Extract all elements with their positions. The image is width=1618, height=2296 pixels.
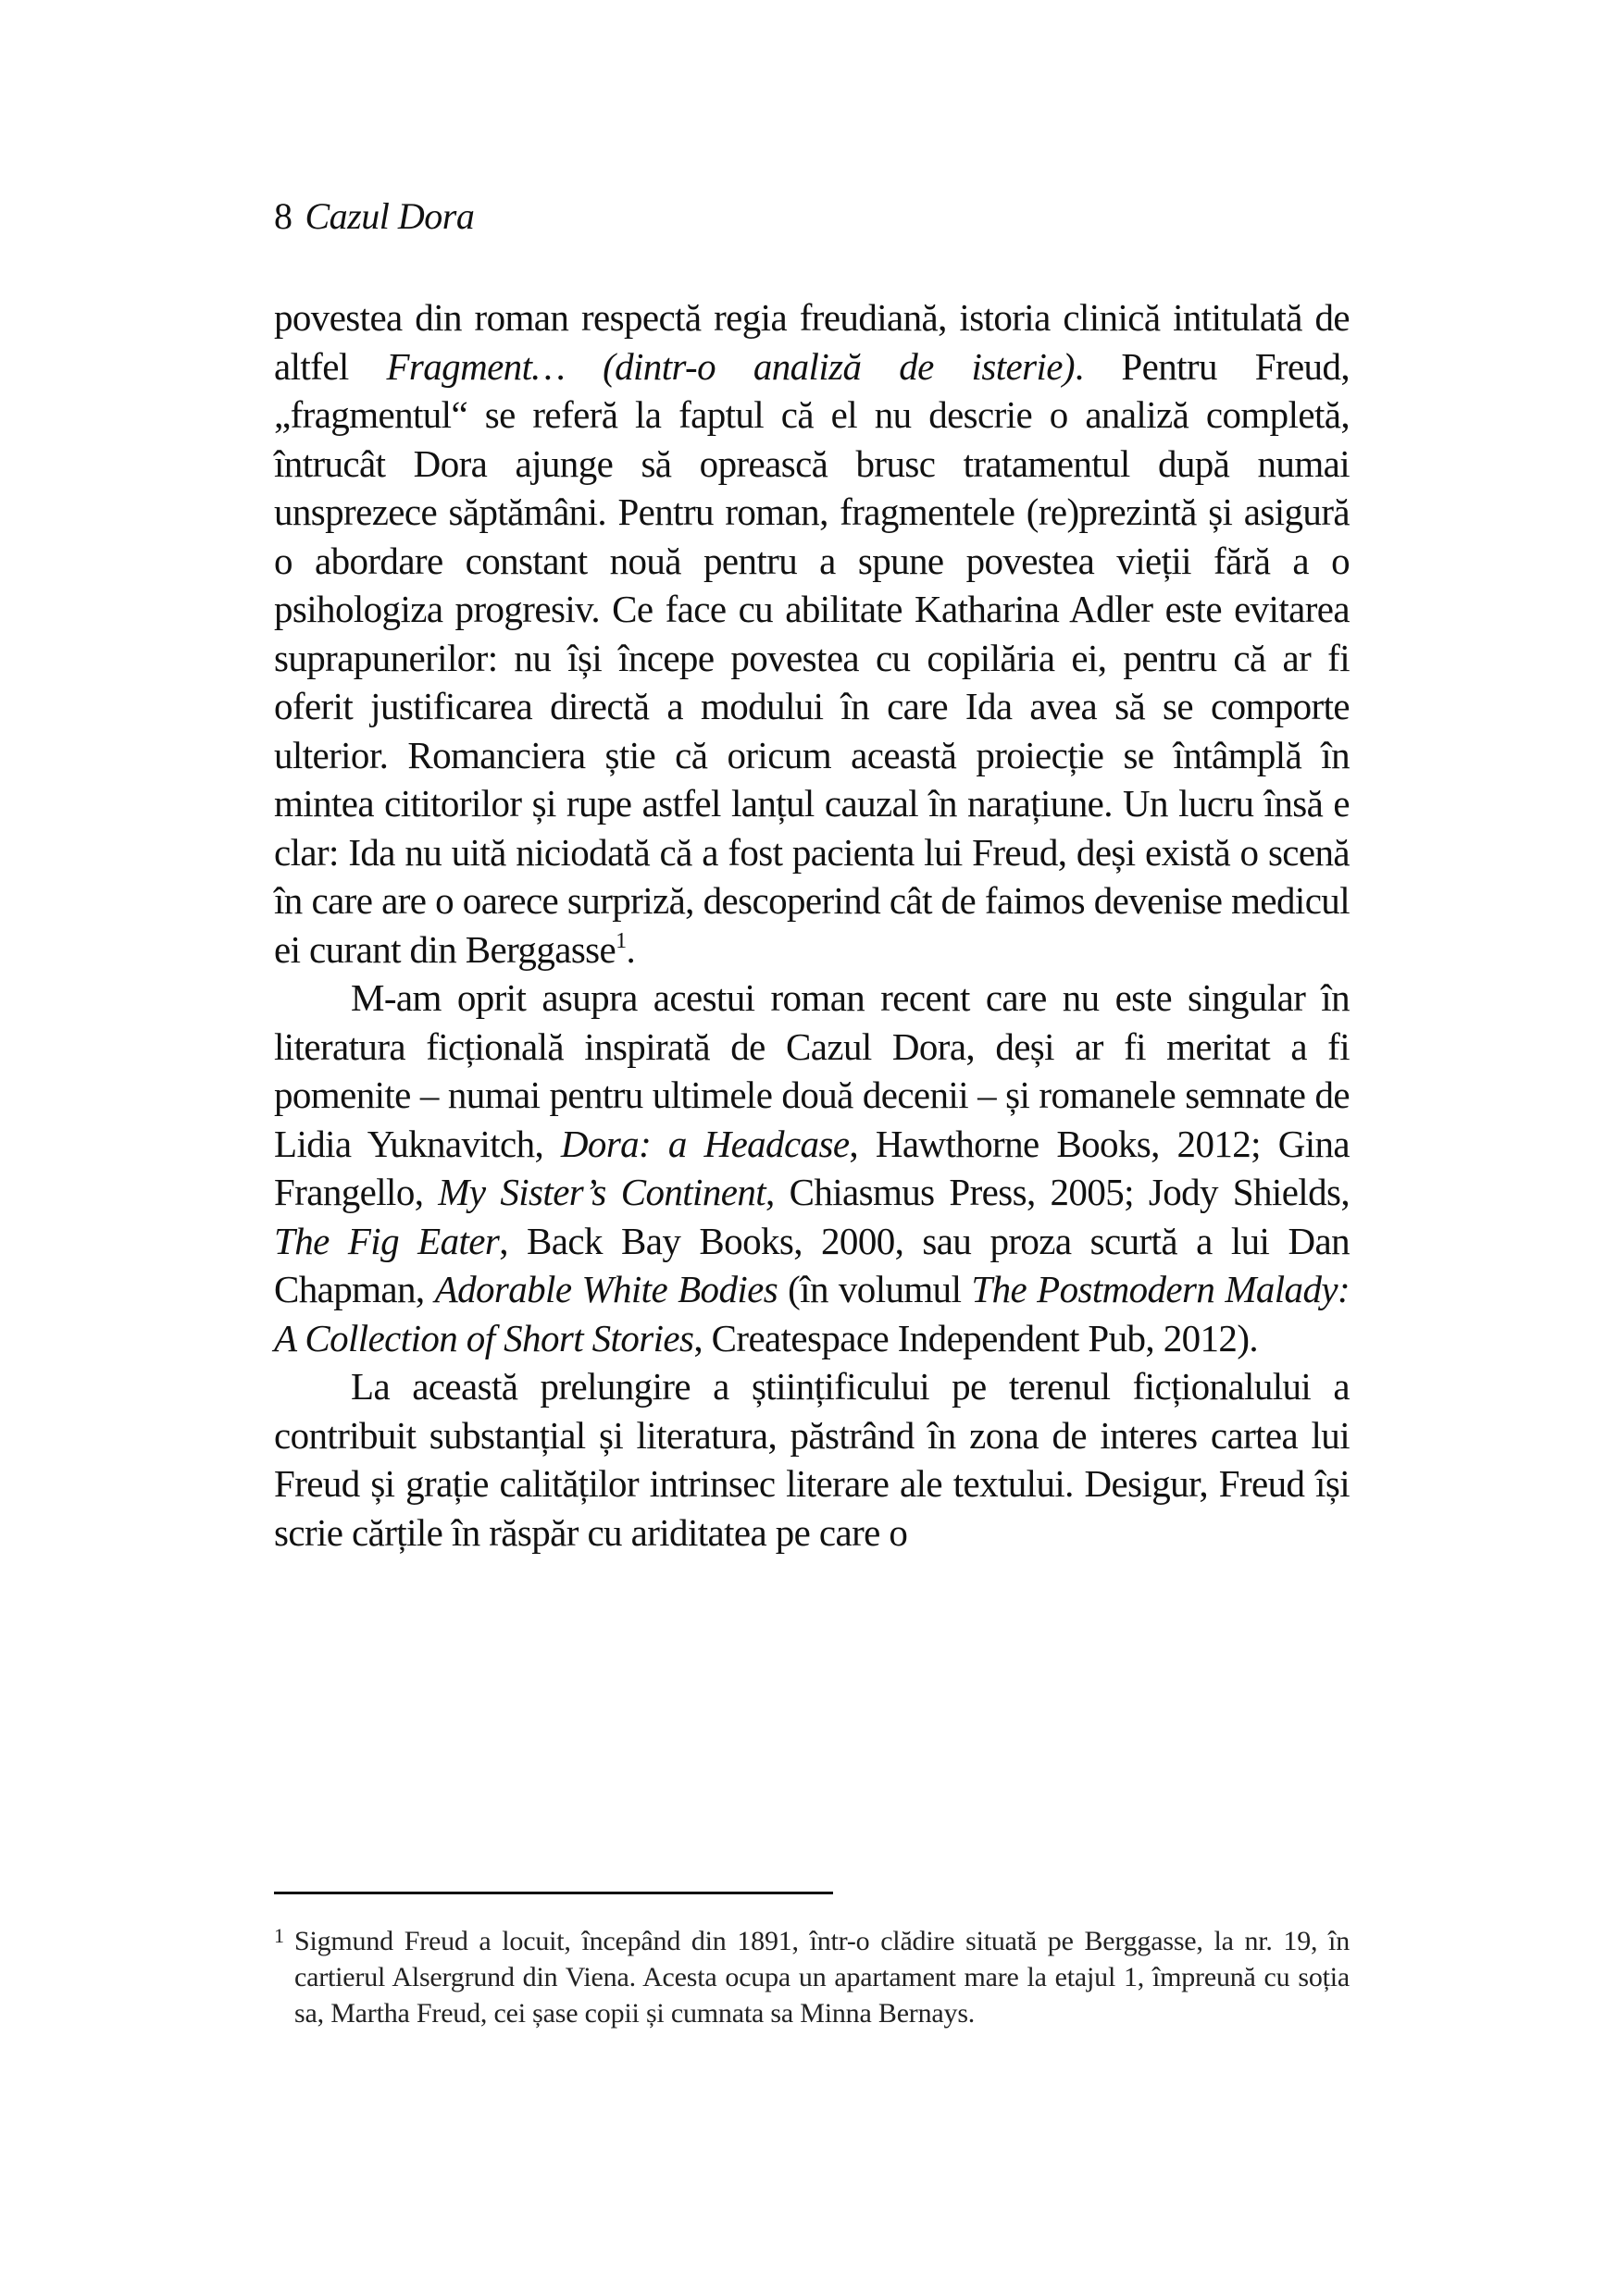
running-title: Cazul Dora (305, 195, 475, 237)
text-run: M-am oprit asupra acestui roman recent care nu este singular în literatura ficțională inspirată de Cazul Dora, deși ar fi meritat a fi pomenite – numai pentru ultimele două decenii – și romanele semnate de Lidia Yuknavitch, (274, 976, 1350, 1165)
body-text (274, 293, 1350, 1557)
paragraph-2 (274, 974, 1350, 1362)
footnote-reference-1[interactable]: 1 (616, 928, 627, 953)
running-header (274, 194, 474, 238)
text-run: , Createspace Independent Pub, 2012). (693, 1316, 1259, 1359)
paragraph-3: La această prelungire a științificului pe terenul ficționalului a contribuit substanțial și literatura, păstrând în zona de interes cartea lui Freud și grație calităților intrinsec literare ale textului. Desigur, Freud își scrie cărțile în răspăr cu ariditatea pe care o (274, 1365, 1350, 1554)
text-run: , Chiasmus Press, 2005; Jody Shields, (765, 1171, 1350, 1213)
italic-book-title: The Fig Eater (274, 1219, 500, 1262)
text-run: . (626, 927, 636, 971)
text-run: , Back Bay Books, 2000, sau proza scurtă a lui Dan Chapman, (274, 1219, 1350, 1310)
text-run: povestea din roman respectă regia freudiană, istoria clinică intitulată de altfel (274, 296, 1350, 388)
text-run: . Pentru Freud, „fragmentul“ se referă la faptul că el nu descrie o analiză completă, întrucât Dora ajunge să oprească brusc tratamentul după numai unsprezece săptămâni. Pentru roman, fragmentele (re)prezintă și asigură o abordare constant nouă pentru a spune povestea vieții fără a o psihologiza progresiv. Ce face cu abilitate Katharina Adler este evitarea suprapunerilor: nu își începe povestea cu copilăria ei, pentru că ar fi oferit justificarea directă a modului în care Ida avea să se comporte ulterior. Romanciera știe că oricum această proiecție se întâmplă în mintea cititorilor și rupe astfel lanțul cauzal în narațiune. Un lucru însă e clar: Ida nu uită niciodată că a fost pacienta lui Freud, deși există o scenă în care are o oarece surpriză, descoperind cât de faimos devenise medicul ei curant din Berggasse (274, 344, 1350, 971)
text-run: (în volumul (778, 1268, 972, 1310)
paragraph-1 (274, 293, 1350, 974)
page-number: 8 (274, 195, 292, 237)
text-run: , Hawthorne Books, 2012; Gina Frangello, (274, 1122, 1350, 1213)
footnote-text: Sigmund Freud a locuit, începând din 1891, într-o clădire situată pe Berggasse, la nr. 19, în cartierul Alsergrund din Viena. Acesta ocupa un apartament mare la etajul 1, împreună cu soția sa, Martha Freud, cei șase copii și cumnata sa Minna Bernays. (294, 1926, 1350, 2029)
footnote-number: 1 (274, 1924, 284, 1947)
italic-title-fragment: Fragment… (dintr-o analiză de isterie) (386, 344, 1075, 388)
italic-book-title: Dora: a Headcase (560, 1122, 850, 1165)
italic-book-title: My Sister’s Continent (438, 1171, 766, 1213)
italic-book-title: Adorable White Bodies (434, 1268, 778, 1310)
footnote-separator (274, 1892, 833, 1894)
footnotes (274, 1923, 1350, 2031)
italic-book-title: The Postmodern Malady: A Collection of Short Stories (274, 1268, 1350, 1359)
footnote-1 (274, 1923, 1350, 2031)
